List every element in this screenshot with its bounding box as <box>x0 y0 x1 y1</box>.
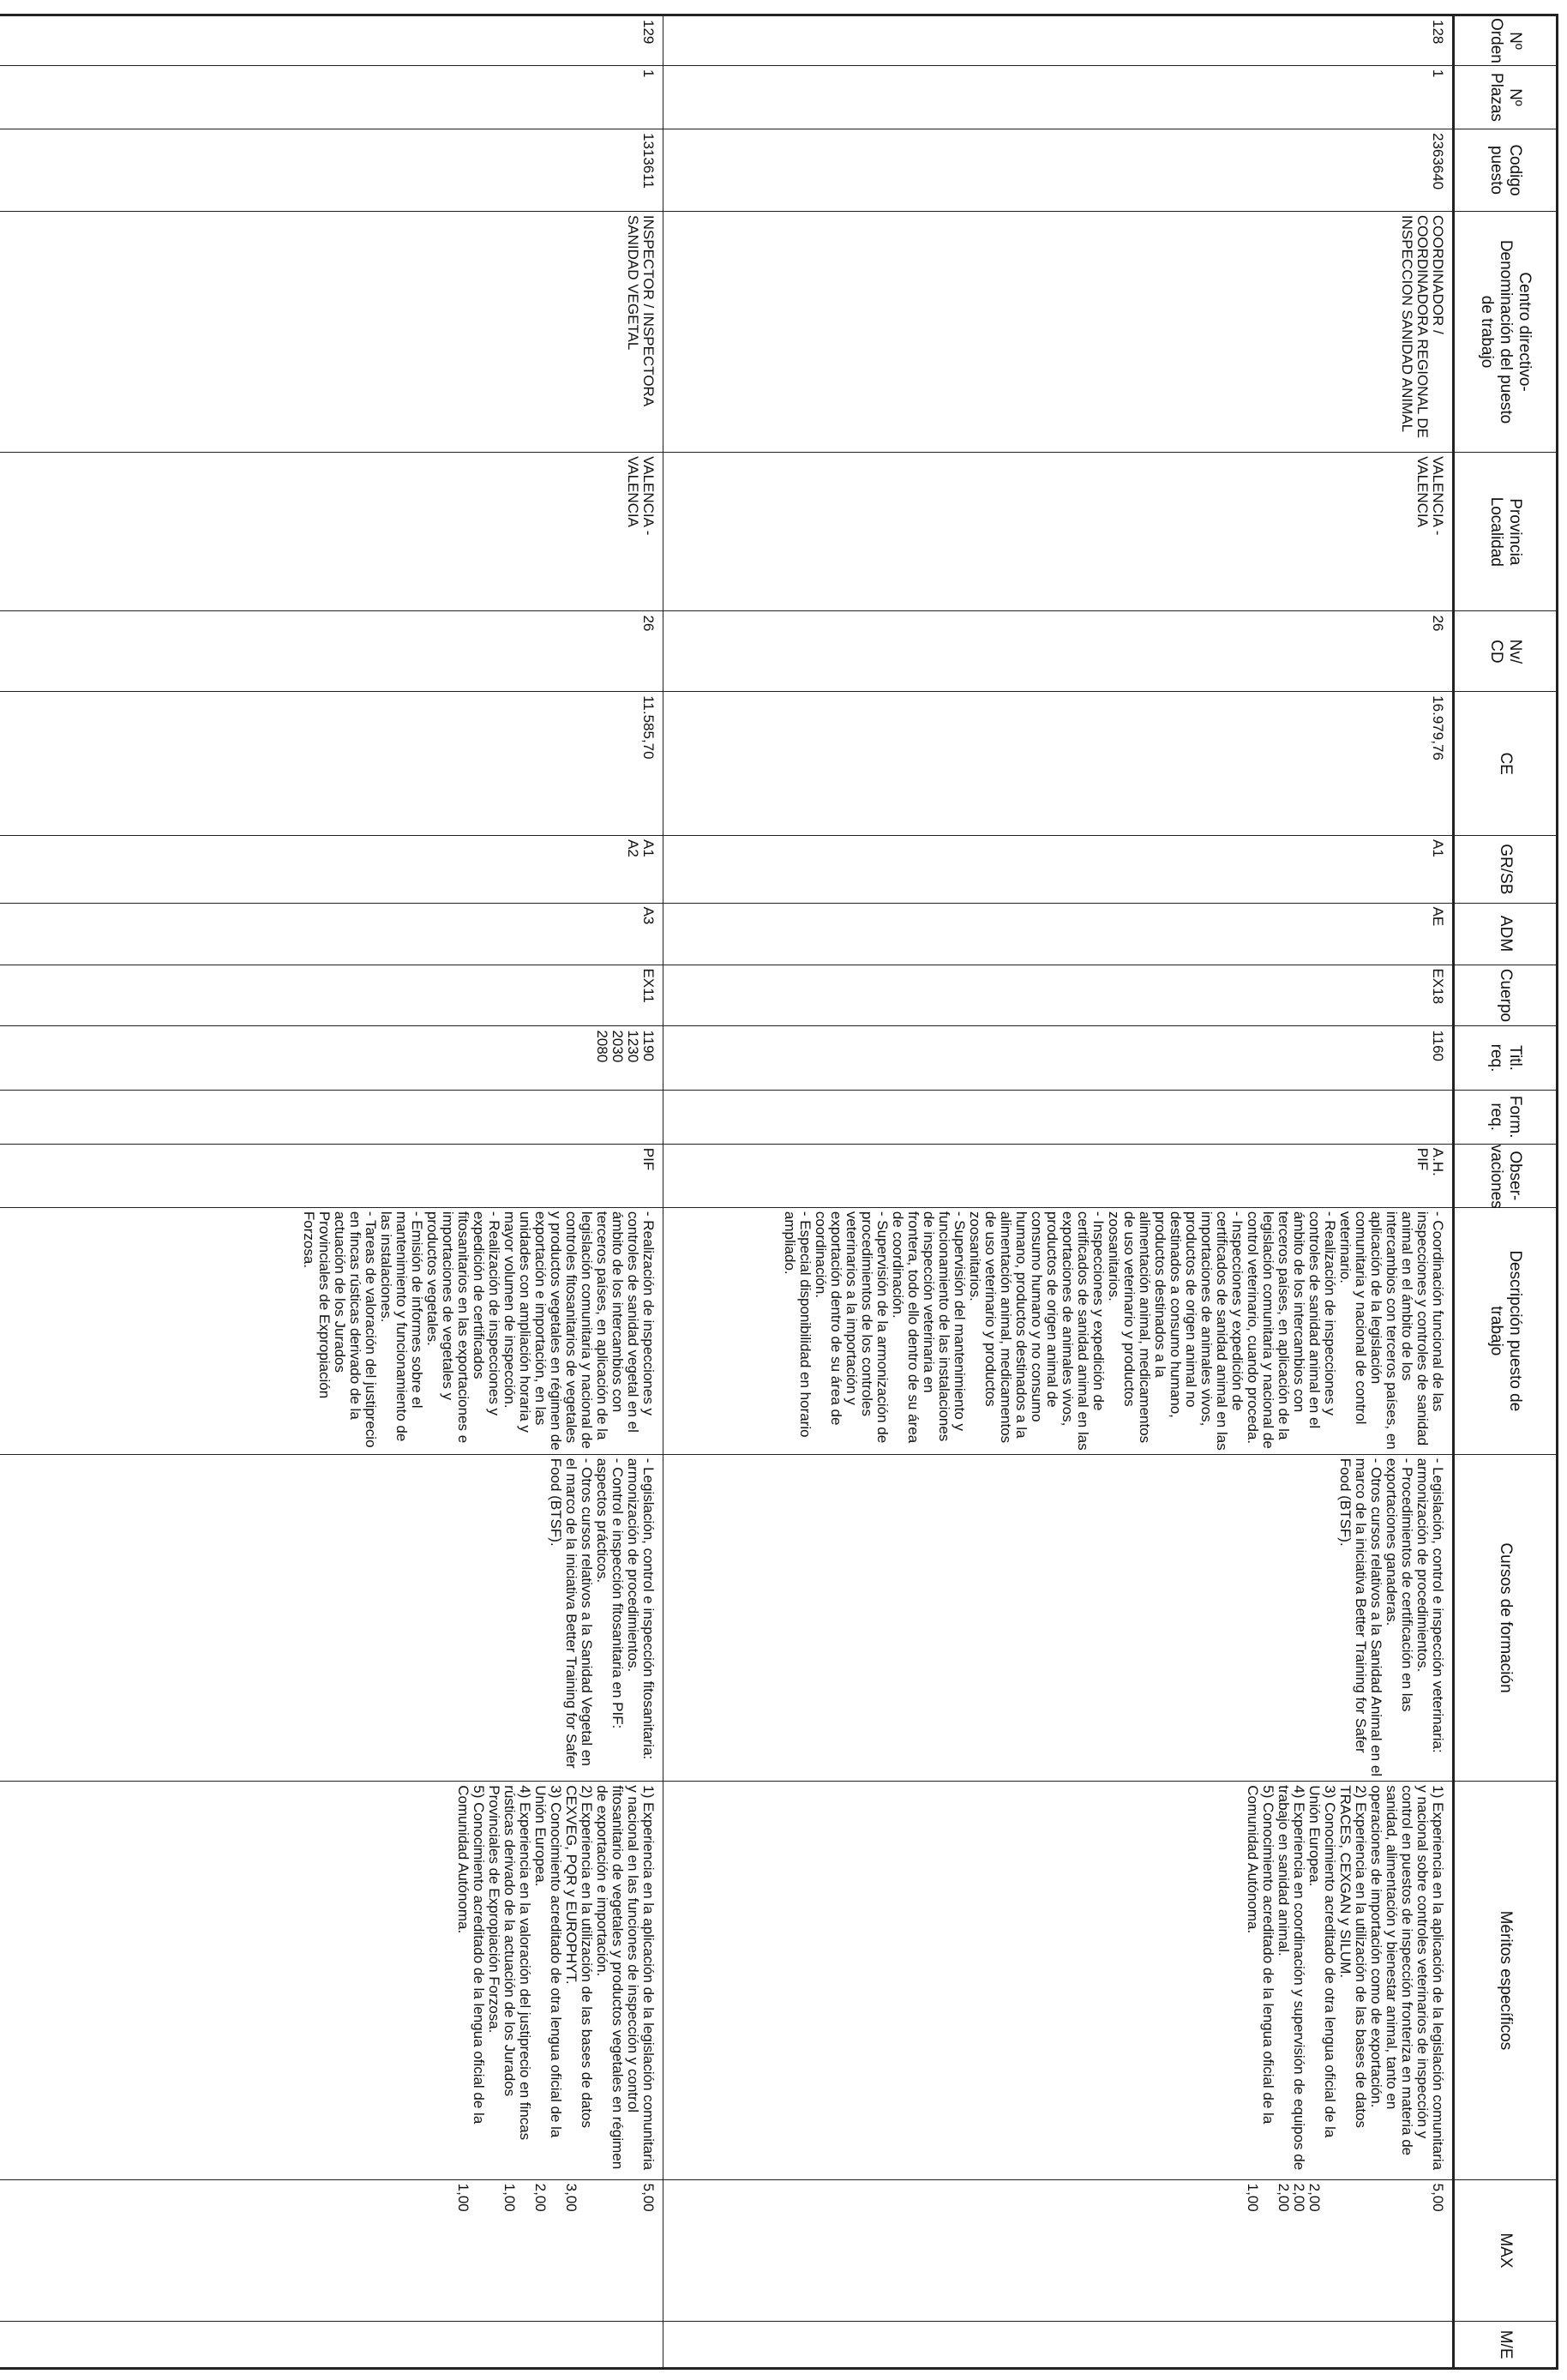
table-row <box>663 15 1454 2369</box>
max-score: 2,00 <box>1291 2183 1307 2212</box>
cell-codigo: 2363640 <box>663 129 1454 211</box>
merito-item: 5) Conocimiento acreditado de la lengua oficial de la Comunidad Autónoma. <box>1245 1785 1276 2125</box>
cell-me <box>0 2322 663 2369</box>
header-max: MAX <box>1454 2179 1558 2322</box>
header-provincia: Provincia Localidad <box>1454 453 1558 611</box>
cell-grupo: A1 <box>663 836 1454 903</box>
max-score: 1,00 <box>455 2183 471 2212</box>
merito-item: 4) Experiencia en coordinación y supervisión de equipos de trabajo en sanidad animal. <box>1276 1785 1307 2171</box>
cell-ce: 11.585,70 <box>0 692 663 836</box>
table-row <box>0 15 663 2369</box>
header-codigo: Codigo puesto <box>1454 129 1558 211</box>
header-cuerpo: Cuerpo <box>1454 965 1558 1026</box>
cell-titulacion: 1160 <box>663 1026 1454 1090</box>
cell-observaciones: PIF <box>0 1144 663 1207</box>
cell-descripcion: - Realización de inspecciones y controles de sanidad vegetal en el ámbito de los intercambios con terceros países, en aplicación de la legislación comunitaria y nacional de controles fitosanitarios de vegetales y productos vegetales en régimen de exportación e importación, en las unidades con ampliación horaria y mayor volumen de inspección. - Realización de inspecciones y expedición de certificados fitosanitarios en las exportaciones e importaciones de vegetales y productos vegetales. - Emisión de informes sobre el mantenimiento y funcionamiento de las instalaciones. - Tareas de valoración del justiprecio en fincas rústicas derivado de la actuación de los Jurados Provinciales de Expropiación Forzosa. <box>0 1207 663 1454</box>
cell-titulacion: 1190 1230 2030 2080 <box>0 1026 663 1090</box>
cell-provincia: VALENCIA - VALENCIA <box>0 453 663 611</box>
merito-item: 2) Experiencia en la utilización de las bases de datos CEXVEG, PQR y EUROPHYT. <box>563 1785 595 2129</box>
header-row <box>1454 15 1558 2369</box>
cell-plazas: 1 <box>663 65 1454 129</box>
cell-cuerpo: EX18 <box>663 965 1454 1026</box>
cell-meritos <box>663 1782 1454 2179</box>
merito-item: 2) Experiencia en la utilización de las bases de datos TRACES, CEXGAN y SILUM. <box>1337 1785 1369 2129</box>
max-score: 2,00 <box>1306 2183 1323 2212</box>
merito-item: 3) Conocimiento acreditado de otra lengua oficial de la Unión Europea. <box>532 1785 564 2138</box>
header-titulacion: Titl. req. <box>1454 1026 1558 1090</box>
max-total: 5,00 <box>640 2183 657 2212</box>
cell-plazas: 1 <box>0 65 663 129</box>
cell-me <box>663 2322 1454 2369</box>
job-positions-table <box>0 14 1558 2370</box>
cell-nivel: 26 <box>0 611 663 692</box>
cell-max <box>0 2179 663 2322</box>
max-score: 2,00 <box>532 2183 549 2212</box>
header-nivel: Nv/ CD <box>1454 611 1558 692</box>
cell-cursos: - Legislación, control e inspección veterinaria: armonización de procedimientos. - Procedimientos de certificación en las exportaciones ganaderas. - Otros cursos relativos a la Sanidad Animal en el marco de la iniciativa Better Training for Safer Food (BTSF). <box>663 1454 1454 1782</box>
header-adm: ADM <box>1454 903 1558 965</box>
max-total: 5,00 <box>1430 2183 1446 2212</box>
merito-item: 1) Experiencia en la aplicación de la legislación comunitaria y nacional sobre controles veterinarios de inspección y control en puestos de inspección fronteriza en materia de sanidad, alimentación y bienestar animal, tanto en operaciones de importación como de exportación. <box>1368 1785 1446 2171</box>
cell-adm: AE <box>663 903 1454 965</box>
cell-nivel: 26 <box>663 611 1454 692</box>
header-centro: Centro directivo- Denominación del puesto de trabajo <box>1454 211 1558 452</box>
merito-item: 4) Experiencia en la valoración del justiprecio en fincas rústicas derivado de la actuación de los Jurados Provinciales de Expropiación Forzosa. <box>486 1785 533 2141</box>
header-cursos: Cursos de formación <box>1454 1454 1558 1782</box>
cell-formacion <box>0 1090 663 1144</box>
cell-max <box>663 2179 1454 2322</box>
header-ce: CE <box>1454 692 1558 836</box>
cell-ce: 16.979,76 <box>663 692 1454 836</box>
cell-cursos: - Legislación, control e inspección fitosanitaria: armonización de procedimientos. - Control e inspección fitosanitaria en PIF: aspectos prácticos. - Otros cursos relativos a la Sanidad Vegetal en el marco de la iniciativa Better Training for Safer Food (BTSF). <box>0 1454 663 1782</box>
header-descripcion: Descripción puesto de trabajo <box>1454 1207 1558 1454</box>
max-score: 1,00 <box>501 2183 518 2212</box>
cell-orden: 129 <box>0 15 663 66</box>
cell-descripcion: - Coordinación funcional de las inspecciones y controles de sanidad animal en el ámbito de los intercambios con terceros países, en aplicación de la legislación comunitaria y nacional de control veterinario. - Realización de inspecciones y controles de sanidad animal en el ámbito de los intercambios con terceros países, en aplicación de la legislación comunitaria y nacional de control veterinario, cuando proceda. - Inspecciones y expedición de certificados de sanidad animal en las importaciones de animales vivos, productos de origen animal no destinados a consumo humano, productos destinados a la alimentación animal, medicamentos de uso veterinario y productos zoosanitarios. - Inspecciones y expedición de certificados de sanidad animal en las exportaciones de animales vivos, productos de origen animal de consumo humano y no consumo humano, productos destinados a la alimentación animal, medicamentos de uso veterinario y productos zoosanitarios. - Supervisión del mantenimiento y funcionamiento de las instalaciones de inspección veterinaria en frontera, todo ello dentro de su área de coordinación. - Supervisión de la armonización de procedimientos de los controles veterinarios a la importación y exportación dentro de su área de coordinación. - Especial disponibilidad en horario ampliado. <box>663 1207 1454 1454</box>
cell-centro: INSPECTOR / INSPECTORA SANIDAD VEGETAL <box>0 211 663 452</box>
header-orden: Nº Orden <box>1454 15 1558 66</box>
header-formacion: Form. req. <box>1454 1090 1558 1144</box>
cell-grupo: A1 A2 <box>0 836 663 903</box>
max-score: 1,00 <box>1245 2183 1261 2212</box>
cell-orden: 128 <box>663 15 1454 66</box>
cell-provincia: VALENCIA - VALENCIA <box>663 453 1454 611</box>
cell-formacion <box>663 1090 1454 1144</box>
merito-item: 3) Conocimiento acreditado de otra lengua oficial de la Unión Europea. <box>1306 1785 1338 2138</box>
cell-meritos <box>0 1782 663 2179</box>
header-grupo: GR/SB <box>1454 836 1558 903</box>
cell-centro: COORDINADOR / COORDINADORA REGIONAL DE INSPECCION SANIDAD ANIMAL <box>663 211 1454 452</box>
max-score: 2,00 <box>1276 2183 1292 2212</box>
header-meritos: Méritos específicos <box>1454 1782 1558 2179</box>
header-observaciones: Obser- vaciones <box>1454 1144 1558 1207</box>
max-score: 3,00 <box>563 2183 579 2212</box>
header-me: M/E <box>1454 2322 1558 2369</box>
cell-adm: A3 <box>0 903 663 965</box>
header-plazas: Nº Plazas <box>1454 65 1558 129</box>
cell-codigo: 1313611 <box>0 129 663 211</box>
merito-item: 1) Experiencia en la aplicación de la legislación comunitaria y nacional en las funciones de inspección y control fitosanitario de vegetales y productos vegetales en régimen de exportación e importación. <box>594 1785 657 2171</box>
cell-observaciones: A.H. PIF <box>663 1144 1454 1207</box>
cell-cuerpo: EX11 <box>0 965 663 1026</box>
merito-item: 5) Conocimiento acreditado de la lengua oficial de la Comunidad Autónoma. <box>455 1785 487 2125</box>
